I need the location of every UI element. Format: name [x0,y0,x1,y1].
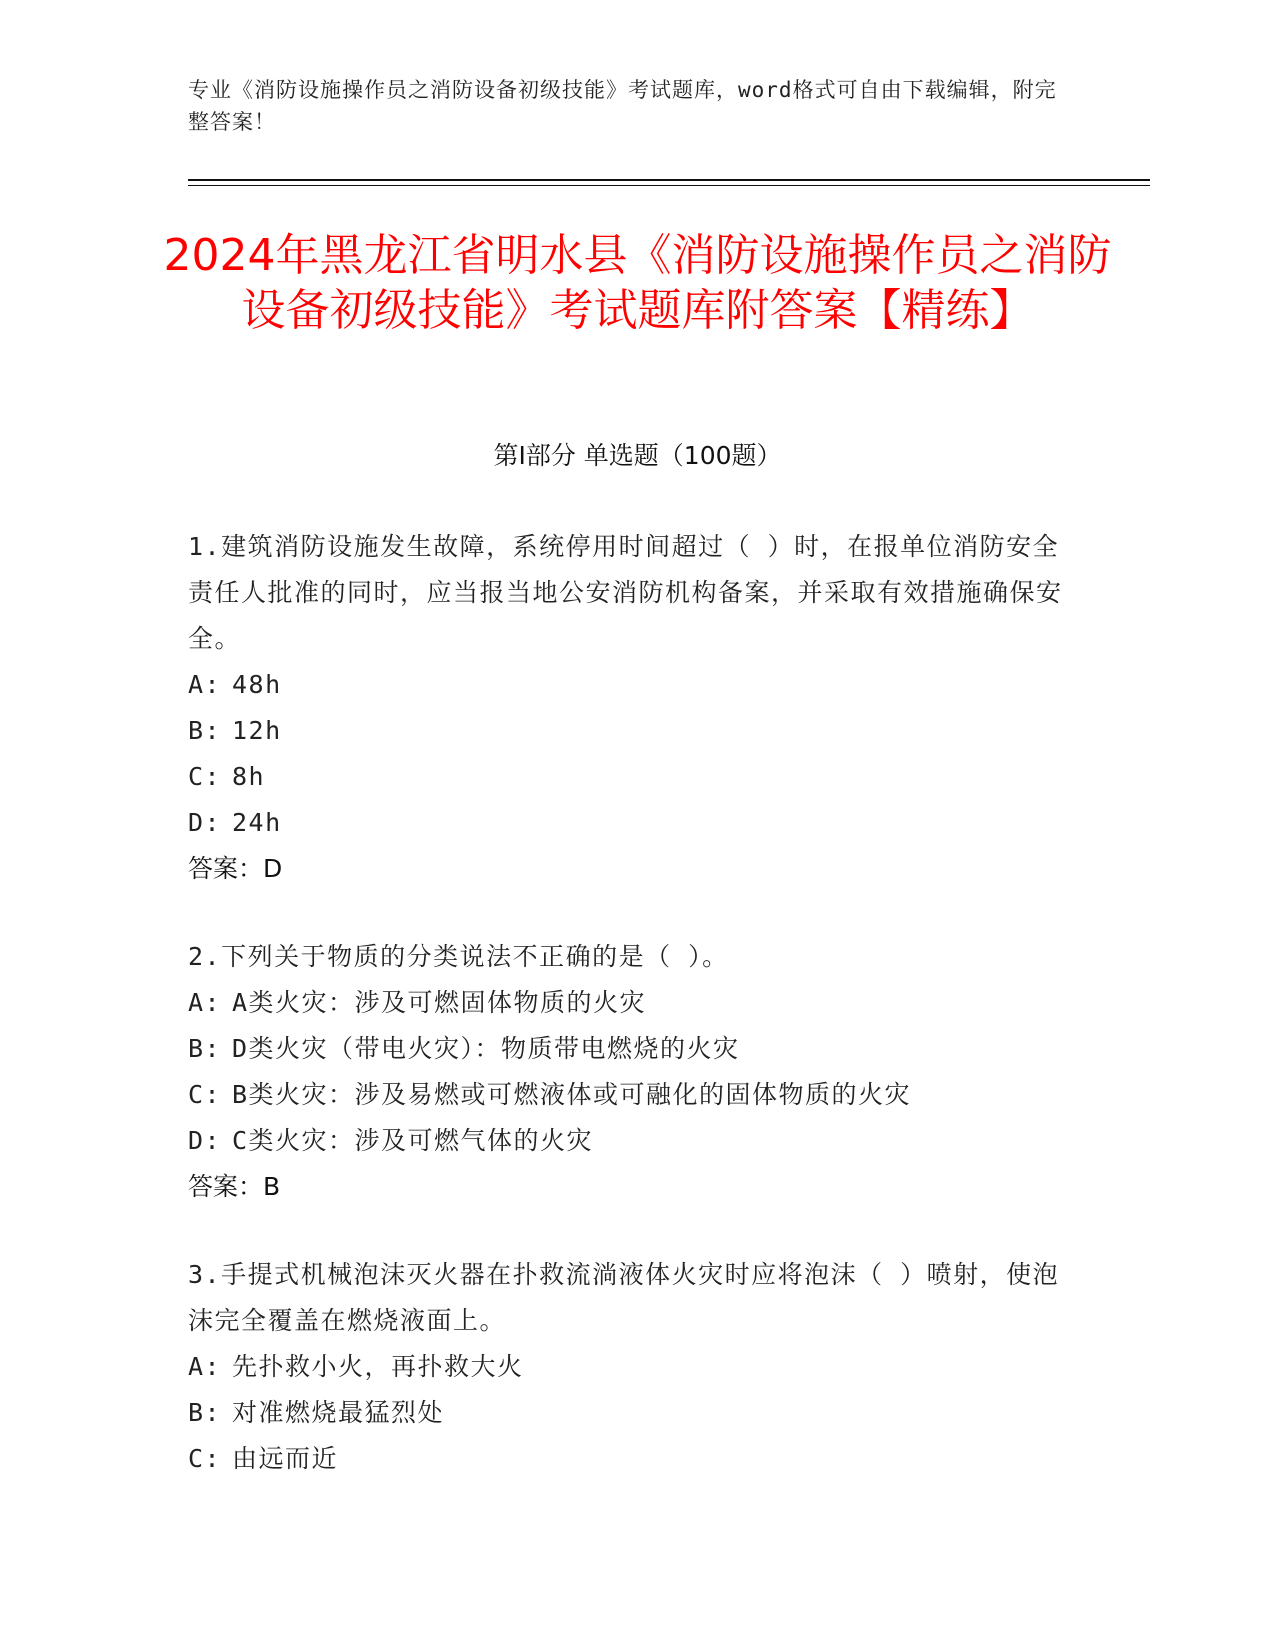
option-text: A类火灾：涉及可燃固体物质的火灾 [232,988,647,1017]
option-label: D: [188,808,222,837]
option-b [188,708,1068,754]
option-text: 24h [232,808,282,837]
option-a [188,662,1068,708]
option-text: B类火灾：涉及易燃或可燃液体或可融化的固体物质的火灾 [232,1080,912,1109]
option-label: C: [188,762,222,791]
document-title: 2024年黑龙江省明水县《消防设施操作员之消防设备初级技能》考试题库附答案【精练】 [163,230,1112,336]
option-text: 12h [232,716,282,745]
question-list [188,524,1068,1524]
option-c [188,1436,1068,1482]
option-a [188,1344,1068,1390]
header-rule-thin [188,185,1150,186]
option-label: B: [188,716,222,745]
question-stem: 2.下列关于物质的分类说法不正确的是（ ）。 [188,942,729,971]
header-rule-thick [188,179,1150,181]
option-c [188,1072,1068,1118]
option-text: C类火灾：涉及可燃气体的火灾 [232,1126,594,1155]
option-label: A: [188,670,222,699]
option-label: C: [188,1444,222,1473]
option-label: A: [188,1352,222,1381]
option-text: 8h [232,762,266,791]
question-1 [188,524,1068,892]
option-label: B: [188,1034,222,1063]
option-label: A: [188,988,222,1017]
option-text: 48h [232,670,282,699]
option-b [188,1390,1068,1436]
option-text: D类火灾（带电火灾）：物质带电燃烧的火灾 [232,1034,740,1063]
option-label: C: [188,1080,222,1109]
answer-line: 答案：B [188,1172,281,1201]
option-d [188,800,1068,846]
option-label: D: [188,1126,222,1155]
question-stem: 3.手提式机械泡沫灭火器在扑救流淌液体火灾时应将泡沫（ ）喷射，使泡沫完全覆盖在燃烧液面上。 [188,1260,1060,1335]
option-d [188,1118,1068,1164]
question-2 [188,934,1068,1210]
option-text: 由远而近 [232,1444,339,1473]
option-text: 先扑救小火，再扑救大火 [232,1352,524,1381]
question-stem: 1.建筑消防设施发生故障，系统停用时间超过（ ）时，在报单位消防安全责任人批准的同时，应当报当地公安消防机构备案，并采取有效措施确保安全。 [188,532,1063,653]
option-a [188,980,1068,1026]
option-b [188,1026,1068,1072]
answer-line: 答案：D [188,854,283,883]
option-label: B: [188,1398,222,1427]
option-text: 对准燃烧最猛烈处 [232,1398,445,1427]
option-c [188,754,1068,800]
section-title: 第I部分 单选题（100题） [493,441,782,470]
header-note: 专业《消防设施操作员之消防设备初级技能》考试题库，word格式可自由下载编辑，附完整答案！ [188,78,1057,134]
question-3 [188,1252,1068,1482]
